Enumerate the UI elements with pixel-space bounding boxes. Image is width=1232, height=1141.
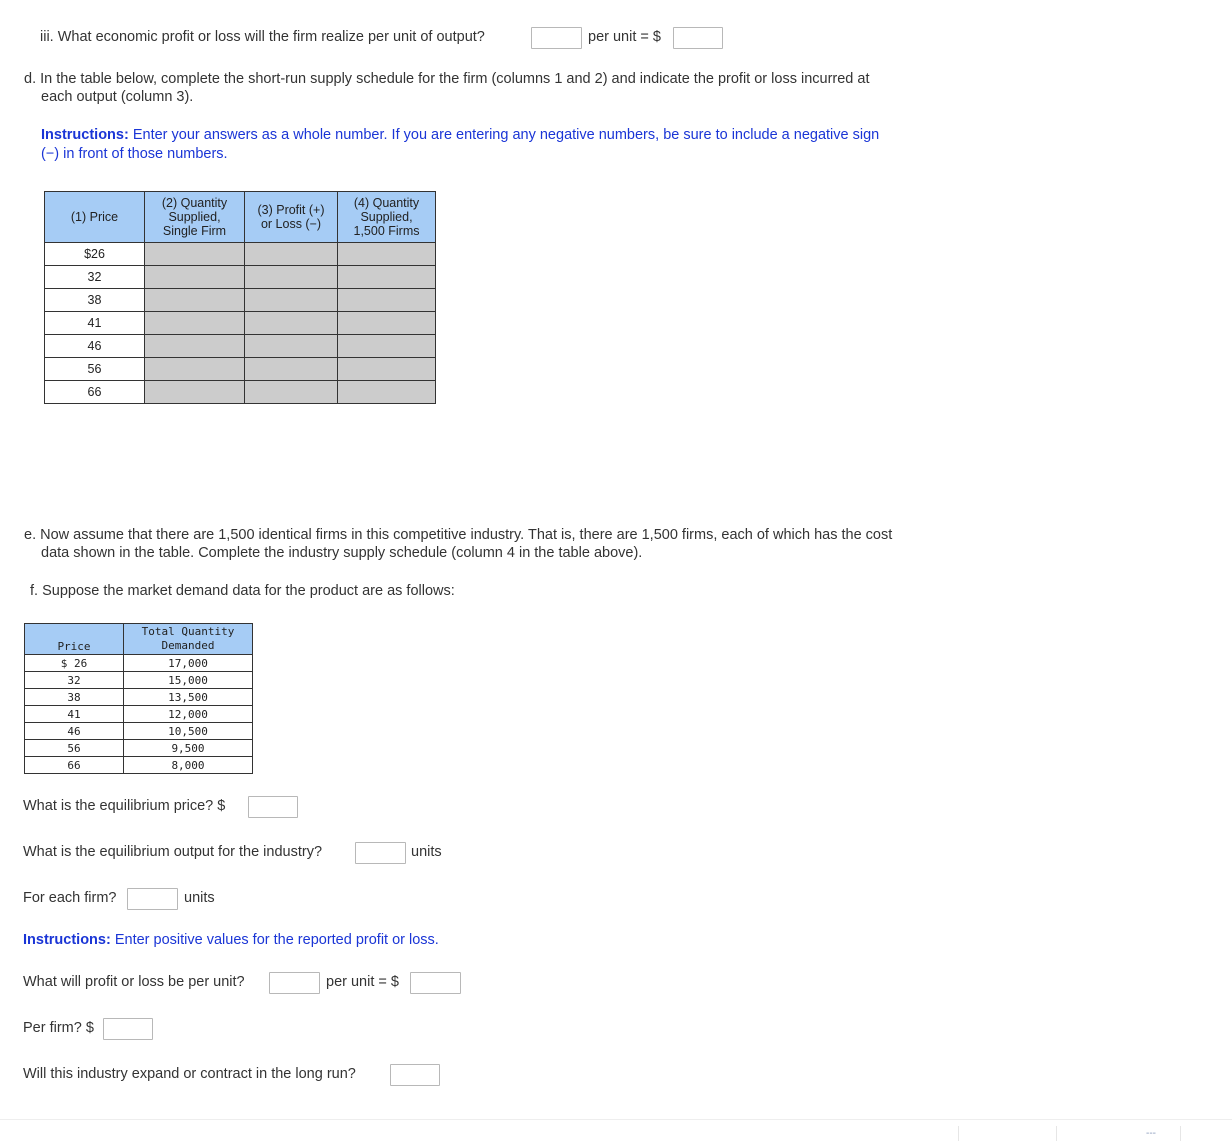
profit-loss-cell[interactable] [245,381,338,404]
price-cell: 46 [45,335,145,358]
quantity-1500-firms-cell[interactable] [338,358,436,381]
price-cell: 56 [45,358,145,381]
profit-loss-cell[interactable] [245,358,338,381]
quantity-1500-firms-cell[interactable] [338,289,436,312]
quantity-1500-firms-cell[interactable] [338,335,436,358]
question-iii-text: iii. What economic profit or loss will the firm realize per unit of output? [40,29,485,45]
demand-qty-cell: 8,000 [124,757,253,774]
demand-price-cell: $ 26 [25,655,124,672]
question-e-line2: data shown in the table. Complete the industry supply schedule (column 4 in the table above). [41,545,643,561]
instructions-text: Enter positive values for the reported profit or loss. [114,932,439,948]
price-cell: $26 [45,243,145,266]
demand-qty-cell: 13,500 [124,689,253,706]
table-row [25,655,253,672]
header-q-line1: (2) Quantity [161,196,228,210]
header-q1500-line1: (4) Quantity [353,196,420,210]
quantity-single-firm-cell[interactable] [145,289,245,312]
header-total-quantity-demanded [124,624,253,655]
per-unit-label: per unit = $ [326,974,399,990]
header-q-line2: Supplied, [168,210,221,224]
table-row [45,266,436,289]
quantity-1500-firms-cell[interactable] [338,381,436,404]
demand-qty-cell: 15,000 [124,672,253,689]
per-firm-question: Per firm? $ [23,1020,94,1036]
demand-qty-cell: 10,500 [124,723,253,740]
demand-qty-cell: 17,000 [124,655,253,672]
each-firm-unit: units [184,890,215,906]
table-row [45,335,436,358]
demand-qty-cell: 9,500 [124,740,253,757]
header-demand-price: Price [25,624,124,655]
question-f-text: f. Suppose the market demand data for the product are as follows: [30,583,455,599]
header-tqd-line1: Total Quantity [141,625,235,638]
header-tqd-line2: Demanded [161,639,215,652]
header-p-line1: (3) Profit (+) [257,203,325,217]
header-q-line3: Single Firm [162,224,227,238]
table-row [45,381,436,404]
table-row [45,358,436,381]
quantity-single-firm-cell[interactable] [145,266,245,289]
quantity-single-firm-cell[interactable] [145,358,245,381]
instructions-text: Enter your answers as a whole number. If you are entering any negative numbers, be sure to include a negative sign [132,127,880,143]
equilibrium-output-question: What is the equilibrium output for the industry? [23,844,323,860]
question-d-line2: each output (column 3). [41,89,194,105]
header-p-line2: or Loss (−) [260,217,322,231]
header-q1500-line3: 1,500 Firms [353,224,420,238]
equilibrium-price-input[interactable] [248,796,298,818]
profit-per-unit-amount-input[interactable] [410,972,461,994]
table-row [25,689,253,706]
header-quantity-1500-firms [338,192,436,243]
table-row [25,723,253,740]
footer-divider [0,1119,1232,1120]
demand-qty-cell: 12,000 [124,706,253,723]
table-row [45,289,436,312]
footer-divider-tick [958,1126,959,1141]
long-run-question: Will this industry expand or contract in the long run? [23,1066,356,1082]
question-d-line1: d. In the table below, complete the short-run supply schedule for the firm (columns 1 and 2) and indicate the profit or loss incurred at [24,71,870,87]
quantity-1500-firms-cell[interactable] [338,266,436,289]
header-q1500-line2: Supplied, [360,210,413,224]
demand-table-header-row [25,624,253,655]
instructions-2 [23,932,439,948]
quantity-single-firm-cell[interactable] [145,335,245,358]
instructions-1-line2: (−) in front of those numbers. [41,146,228,162]
quantity-single-firm-cell[interactable] [145,243,245,266]
supply-table-header-row [45,192,436,243]
price-cell: 66 [45,381,145,404]
instructions-1-line1 [41,127,879,143]
price-cell: 41 [45,312,145,335]
each-firm-question: For each firm? [23,890,117,906]
equilibrium-price-question: What is the equilibrium price? $ [23,798,226,814]
demand-price-cell: 38 [25,689,124,706]
equilibrium-output-unit: units [411,844,442,860]
header-profit-loss [245,192,338,243]
demand-price-cell: 66 [25,757,124,774]
footer-mark: --- [1146,1128,1156,1139]
quantity-1500-firms-cell[interactable] [338,243,436,266]
market-demand-table [24,623,253,774]
profit-loss-cell[interactable] [245,289,338,312]
each-firm-output-input[interactable] [127,888,178,910]
header-quantity-single-firm [145,192,245,243]
profit-loss-cell[interactable] [245,312,338,335]
profit-loss-cell[interactable] [245,335,338,358]
equilibrium-output-input[interactable] [355,842,406,864]
answer-iii-per-unit-input[interactable] [673,27,723,49]
profit-loss-cell[interactable] [245,266,338,289]
profit-or-loss-input[interactable] [269,972,320,994]
header-price: (1) Price [45,192,145,243]
footer-divider-tick [1180,1126,1181,1141]
instructions-label: Instructions: [41,127,129,143]
table-row [45,312,436,335]
supply-schedule-table [44,191,436,404]
price-cell: 38 [45,289,145,312]
price-cell: 32 [45,266,145,289]
table-row [25,757,253,774]
answer-iii-profit-loss-input[interactable] [531,27,582,49]
quantity-single-firm-cell[interactable] [145,312,245,335]
per-firm-input[interactable] [103,1018,153,1040]
per-unit-label: per unit = $ [588,29,661,45]
question-e-line1: e. Now assume that there are 1,500 identical firms in this competitive industry. That is, there are 1,500 firms, each of which has the cost [24,527,893,543]
quantity-single-firm-cell[interactable] [145,381,245,404]
profit-per-unit-question: What will profit or loss be per unit? [23,974,245,990]
quantity-1500-firms-cell[interactable] [338,312,436,335]
table-row [25,672,253,689]
demand-price-cell: 46 [25,723,124,740]
table-row [25,740,253,757]
demand-price-cell: 56 [25,740,124,757]
instructions-label: Instructions: [23,932,111,948]
demand-price-cell: 41 [25,706,124,723]
table-row [25,706,253,723]
demand-price-cell: 32 [25,672,124,689]
long-run-input[interactable] [390,1064,440,1086]
footer-divider-tick [1056,1126,1057,1141]
profit-loss-cell[interactable] [245,243,338,266]
table-row [45,243,436,266]
